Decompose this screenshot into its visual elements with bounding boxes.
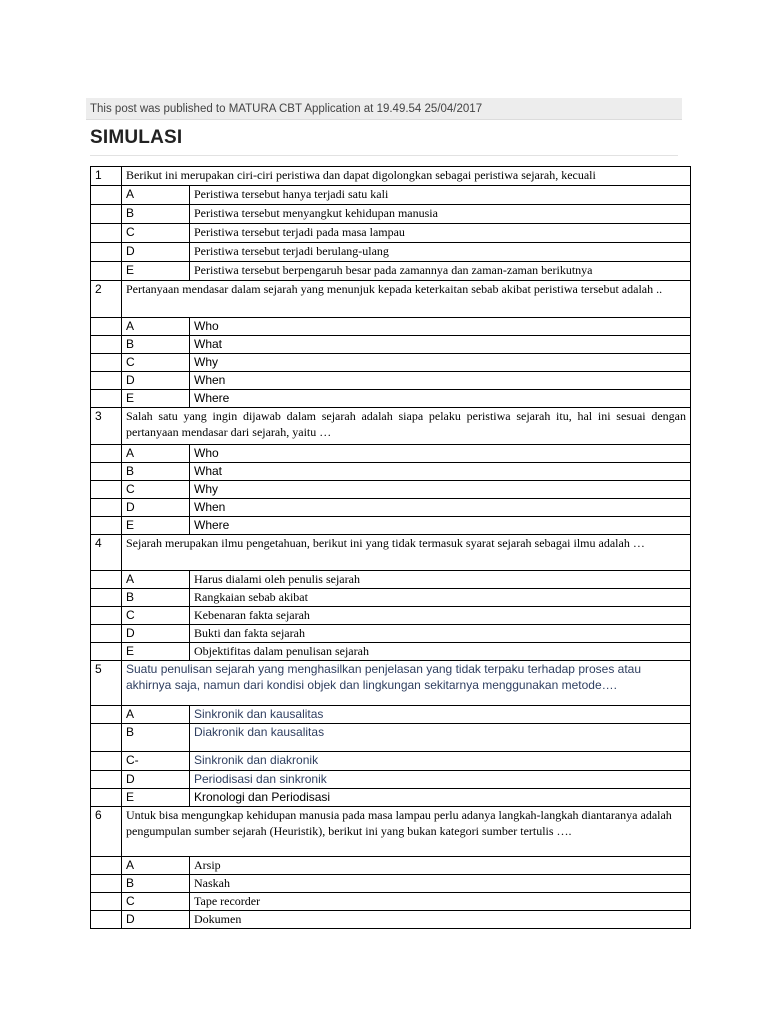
option-row <box>91 445 691 463</box>
option-text: Peristiwa tersebut terjadi pada masa lampau <box>190 224 691 243</box>
question-row <box>91 807 691 857</box>
option-letter: A <box>122 445 190 463</box>
option-letter: D <box>122 771 190 789</box>
option-text: Where <box>190 390 691 408</box>
option-letter: C- <box>122 752 190 771</box>
option-text: Arsip <box>190 857 691 875</box>
option-letter: B <box>122 205 190 224</box>
option-text: Why <box>190 481 691 499</box>
option-text: Naskah <box>190 875 691 893</box>
option-row <box>91 336 691 354</box>
option-row <box>91 224 691 243</box>
quiz-table <box>90 166 691 929</box>
option-letter: B <box>122 724 190 752</box>
option-row <box>91 911 691 929</box>
question-row <box>91 167 691 186</box>
question-text: Berikut ini merupakan ciri-ciri peristiwa dan dapat digolongkan sebagai peristiwa sejarah, kecuali <box>122 167 691 186</box>
option-row <box>91 517 691 535</box>
option-letter: A <box>122 571 190 589</box>
question-number: 6 <box>91 807 122 857</box>
question-row <box>91 535 691 571</box>
option-text: When <box>190 499 691 517</box>
option-letter: E <box>122 390 190 408</box>
option-row <box>91 499 691 517</box>
title-divider <box>90 155 678 156</box>
option-text: Tape recorder <box>190 893 691 911</box>
option-letter: C <box>122 354 190 372</box>
option-text: What <box>190 336 691 354</box>
option-letter: D <box>122 499 190 517</box>
option-letter: D <box>122 372 190 390</box>
question-text: Suatu penulisan sejarah yang menghasilkan penjelasan yang tidak terpaku terhadap proses atau akhirnya saja, namun dari kondisi objek dan lingkungan sekitarnya menggunakan metode…. <box>122 661 691 706</box>
option-letter: E <box>122 643 190 661</box>
option-row <box>91 186 691 205</box>
option-letter: C <box>122 893 190 911</box>
option-row <box>91 643 691 661</box>
option-row <box>91 857 691 875</box>
question-row <box>91 661 691 706</box>
question-row <box>91 281 691 318</box>
option-letter: D <box>122 243 190 262</box>
option-row <box>91 752 691 771</box>
option-row <box>91 481 691 499</box>
option-text: Peristiwa tersebut terjadi berulang-ulang <box>190 243 691 262</box>
option-row <box>91 771 691 789</box>
option-row <box>91 243 691 262</box>
option-text: Sinkronik dan diakronik <box>190 752 691 771</box>
option-letter: A <box>122 857 190 875</box>
option-letter: A <box>122 318 190 336</box>
option-text: Rangkaian sebab akibat <box>190 589 691 607</box>
option-letter: A <box>122 186 190 205</box>
option-text: Peristiwa tersebut menyangkut kehidupan manusia <box>190 205 691 224</box>
question-text: Salah satu yang ingin dijawab dalam sejarah adalah siapa pelaku peristiwa sejarah itu, hal ini sesuai dengan pertanyaan mendasar dari sejarah, yaitu … <box>122 408 691 445</box>
question-text: Pertanyaan mendasar dalam sejarah yang menunjuk kepada keterkaitan sebab akibat peristiwa tersebut adalah .. <box>122 281 691 318</box>
question-number: 3 <box>91 408 122 445</box>
option-row <box>91 318 691 336</box>
option-text: Peristiwa tersebut berpengaruh besar pada zamannya dan zaman-zaman berikutnya <box>190 262 691 281</box>
option-text: Dokumen <box>190 911 691 929</box>
option-letter: E <box>122 262 190 281</box>
option-letter: E <box>122 789 190 807</box>
question-text: Sejarah merupakan ilmu pengetahuan, berikut ini yang tidak termasuk syarat sejarah sebagai ilmu adalah … <box>122 535 691 571</box>
option-text: What <box>190 463 691 481</box>
question-number: 4 <box>91 535 122 571</box>
question-text: Untuk bisa mengungkap kehidupan manusia pada masa lampau perlu adanya langkah-langkah diantaranya adalah pengumpulan sumber sejarah (Heuristik), berikut ini yang bukan kategori sumber tertulis …. <box>122 807 691 857</box>
option-letter: B <box>122 875 190 893</box>
option-letter: A <box>122 706 190 724</box>
option-text: Why <box>190 354 691 372</box>
option-letter: D <box>122 625 190 643</box>
option-letter: E <box>122 517 190 535</box>
option-text: Who <box>190 318 691 336</box>
option-text: When <box>190 372 691 390</box>
option-text: Bukti dan fakta sejarah <box>190 625 691 643</box>
option-letter: D <box>122 911 190 929</box>
option-row <box>91 875 691 893</box>
option-letter: C <box>122 224 190 243</box>
option-row <box>91 789 691 807</box>
option-row <box>91 893 691 911</box>
question-row <box>91 408 691 445</box>
option-row <box>91 390 691 408</box>
option-text: Harus dialami oleh penulis sejarah <box>190 571 691 589</box>
published-note: This post was published to MATURA CBT Application at 19.49.54 25/04/2017 <box>86 98 682 120</box>
option-row <box>91 607 691 625</box>
option-row <box>91 205 691 224</box>
option-letter: B <box>122 463 190 481</box>
option-letter: C <box>122 481 190 499</box>
question-number: 2 <box>91 281 122 318</box>
option-row <box>91 262 691 281</box>
option-row <box>91 706 691 724</box>
question-number: 5 <box>91 661 122 706</box>
option-text: Periodisasi dan sinkronik <box>190 771 691 789</box>
option-text: Kronologi dan Periodisasi <box>190 789 691 807</box>
page-title: SIMULASI <box>90 127 183 148</box>
option-row <box>91 589 691 607</box>
option-text: Diakronik dan kausalitas <box>190 724 691 752</box>
option-letter: B <box>122 336 190 354</box>
option-letter: C <box>122 607 190 625</box>
option-row <box>91 625 691 643</box>
option-text: Objektifitas dalam penulisan sejarah <box>190 643 691 661</box>
option-row <box>91 571 691 589</box>
option-row <box>91 724 691 752</box>
option-text: Peristiwa tersebut hanya terjadi satu kali <box>190 186 691 205</box>
option-letter: B <box>122 589 190 607</box>
option-row <box>91 372 691 390</box>
option-text: Who <box>190 445 691 463</box>
option-text: Kebenaran fakta sejarah <box>190 607 691 625</box>
option-row <box>91 354 691 372</box>
question-number: 1 <box>91 167 122 186</box>
option-text: Sinkronik dan kausalitas <box>190 706 691 724</box>
option-text: Where <box>190 517 691 535</box>
option-row <box>91 463 691 481</box>
